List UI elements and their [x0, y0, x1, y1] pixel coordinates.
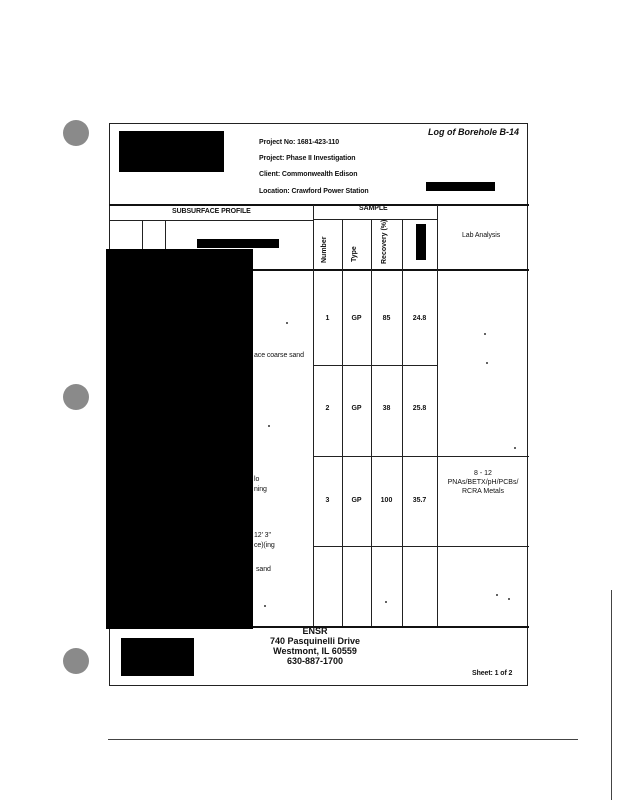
redacted-profile-header [197, 239, 279, 248]
sample-3-lab-analysis: 8 - 12 PNAs/BETX/pH/PCBs/ RCRA Metals [447, 470, 519, 495]
project-name: Project: Phase II Investigation [259, 155, 356, 162]
sample-2-recovery: 38 [382, 405, 391, 412]
binder-hole-middle [63, 384, 89, 410]
column-lab-analysis: Lab Analysis [462, 232, 501, 239]
scan-bottom-line [108, 739, 578, 740]
subsurface-profile-heading: SUBSURFACE PROFILE [172, 208, 251, 215]
col-divider-recovery-reading [402, 219, 403, 626]
scan-speck [484, 333, 486, 335]
sample-3-type: GP [351, 497, 362, 504]
scan-speck [486, 362, 488, 364]
profile-fragment-5: ce)(ing [254, 542, 275, 549]
redacted-column-header [416, 224, 426, 260]
sample-header-underline [313, 219, 437, 220]
footer-phone: 630-887-1700 [286, 656, 344, 666]
row-divider-1 [313, 365, 437, 366]
scan-speck [496, 594, 498, 596]
profile-fragment-6: sand [256, 566, 271, 573]
footer-address-line1: 740 Pasquinelli Drive [269, 636, 361, 646]
scan-speck [508, 598, 510, 600]
scan-speck [268, 425, 270, 427]
redacted-footer-logo [121, 638, 194, 676]
group-header-underline [109, 220, 313, 221]
redacted-profile-block [106, 249, 253, 629]
footer-company: ENSR [302, 626, 328, 636]
binder-hole-bottom [63, 648, 89, 674]
col-divider-reading-lab [437, 205, 438, 626]
sample-2-number: 2 [325, 405, 330, 412]
redacted-header-field [426, 182, 495, 191]
scan-right-edge [611, 590, 612, 800]
sample-heading: SAMPLE [359, 205, 388, 212]
column-recovery: Recovery (%) [381, 219, 388, 264]
profile-fragment-2: lo [254, 476, 260, 483]
row-divider-3 [313, 546, 529, 547]
sample-3-reading: 35.7 [412, 497, 427, 504]
sample-1-type: GP [351, 315, 362, 322]
sample-1-number: 1 [325, 315, 330, 322]
column-number: Number [321, 236, 328, 263]
redacted-logo [119, 131, 224, 172]
scan-speck [514, 447, 516, 449]
sample-2-type: GP [351, 405, 362, 412]
scan-speck [385, 601, 387, 603]
location-name: Location: Crawford Power Station [259, 188, 369, 195]
row-divider-2 [313, 456, 529, 457]
binder-hole-top [63, 120, 89, 146]
profile-fragment-3: ning [254, 486, 267, 493]
col-divider-profile [313, 205, 314, 626]
profile-fragment-4: 12' 3" [254, 532, 271, 539]
sample-1-reading: 24.8 [412, 315, 427, 322]
sheet-number: Sheet: 1 of 2 [472, 670, 513, 677]
sample-2-reading: 25.8 [412, 405, 427, 412]
col-divider-number-type [342, 219, 343, 626]
scan-speck [264, 605, 266, 607]
redacted-profile-header-tail [245, 249, 253, 269]
sample-1-recovery: 85 [382, 315, 391, 322]
scan-speck [286, 322, 288, 324]
header-divider [109, 204, 529, 206]
profile-fragment-1: ace coarse sand [254, 352, 304, 359]
sample-3-number: 3 [325, 497, 330, 504]
footer-address-line2: Westmont, IL 60559 [273, 646, 357, 656]
project-number: Project No: 1681-423-110 [259, 139, 340, 146]
sample-3-recovery: 100 [380, 497, 393, 504]
log-title: Log of Borehole B-14 [428, 127, 520, 137]
col-divider-type-recovery [371, 219, 372, 626]
client-name: Client: Commonwealth Edison [259, 171, 358, 178]
column-type: Type [351, 246, 358, 262]
